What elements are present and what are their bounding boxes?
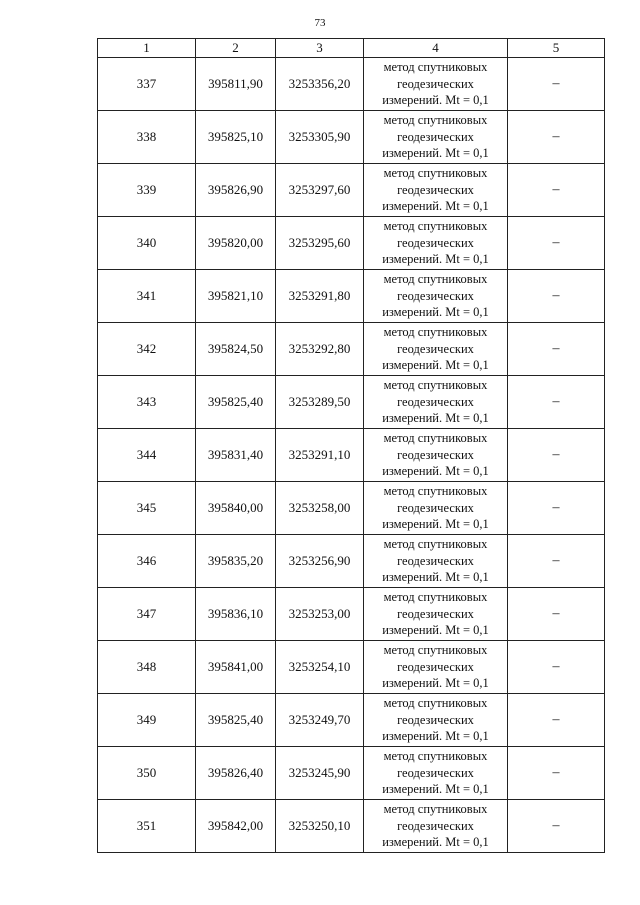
y-coordinate-cell: 3253254,10 — [276, 641, 364, 694]
table-row — [98, 641, 605, 694]
method-line: измерений. Mt = 0,1 — [382, 623, 489, 638]
method-line: измерений. Mt = 0,1 — [382, 464, 489, 479]
point-number-cell: 341 — [98, 270, 196, 323]
note-cell: – — [508, 535, 605, 588]
method-line: измерений. Mt = 0,1 — [382, 570, 489, 585]
table-row — [98, 482, 605, 535]
note-cell: – — [508, 429, 605, 482]
method-cell — [364, 58, 508, 111]
table-row — [98, 694, 605, 747]
table-row — [98, 217, 605, 270]
point-number-cell: 350 — [98, 747, 196, 800]
method-line: геодезических — [397, 129, 474, 144]
method-line: измерений. Mt = 0,1 — [382, 411, 489, 426]
method-cell — [364, 111, 508, 164]
note-cell: – — [508, 270, 605, 323]
method-cell — [364, 323, 508, 376]
y-coordinate-cell: 3253253,00 — [276, 588, 364, 641]
column-header: 2 — [196, 39, 276, 58]
x-coordinate-cell: 395840,00 — [196, 482, 276, 535]
method-line: геодезических — [397, 818, 474, 833]
note-cell: – — [508, 376, 605, 429]
x-coordinate-cell: 395825,40 — [196, 694, 276, 747]
y-coordinate-cell: 3253258,00 — [276, 482, 364, 535]
table-row — [98, 429, 605, 482]
method-line: метод спутниковых — [383, 802, 488, 817]
x-coordinate-cell: 395820,00 — [196, 217, 276, 270]
method-line: геодезических — [397, 288, 474, 303]
method-cell — [364, 535, 508, 588]
y-coordinate-cell: 3253250,10 — [276, 800, 364, 853]
note-cell: – — [508, 694, 605, 747]
point-number-cell: 340 — [98, 217, 196, 270]
method-line: измерений. Mt = 0,1 — [382, 305, 489, 320]
method-line: метод спутниковых — [383, 219, 488, 234]
table-row — [98, 111, 605, 164]
note-cell: – — [508, 111, 605, 164]
method-line: геодезических — [397, 765, 474, 780]
x-coordinate-cell: 395842,00 — [196, 800, 276, 853]
method-line: геодезических — [397, 659, 474, 674]
y-coordinate-cell: 3253305,90 — [276, 111, 364, 164]
method-line: геодезических — [397, 606, 474, 621]
point-number-cell: 351 — [98, 800, 196, 853]
x-coordinate-cell: 395825,40 — [196, 376, 276, 429]
column-header: 5 — [508, 39, 605, 58]
point-number-cell: 347 — [98, 588, 196, 641]
method-line: метод спутниковых — [383, 166, 488, 181]
table-row — [98, 376, 605, 429]
note-cell: – — [508, 323, 605, 376]
table-row — [98, 164, 605, 217]
method-line: измерений. Mt = 0,1 — [382, 93, 489, 108]
y-coordinate-cell: 3253292,80 — [276, 323, 364, 376]
method-cell — [364, 376, 508, 429]
coordinates-table — [97, 38, 605, 853]
method-line: измерений. Mt = 0,1 — [382, 252, 489, 267]
method-line: метод спутниковых — [383, 643, 488, 658]
method-line: метод спутниковых — [383, 537, 488, 552]
column-header: 4 — [364, 39, 508, 58]
method-cell — [364, 482, 508, 535]
y-coordinate-cell: 3253297,60 — [276, 164, 364, 217]
method-line: геодезических — [397, 341, 474, 356]
method-line: метод спутниковых — [383, 272, 488, 287]
method-line: метод спутниковых — [383, 378, 488, 393]
method-line: геодезических — [397, 394, 474, 409]
x-coordinate-cell: 395824,50 — [196, 323, 276, 376]
table-row — [98, 270, 605, 323]
x-coordinate-cell: 395836,10 — [196, 588, 276, 641]
y-coordinate-cell: 3253295,60 — [276, 217, 364, 270]
method-cell — [364, 800, 508, 853]
y-coordinate-cell: 3253289,50 — [276, 376, 364, 429]
method-line: геодезических — [397, 553, 474, 568]
y-coordinate-cell: 3253249,70 — [276, 694, 364, 747]
table-row — [98, 747, 605, 800]
note-cell: – — [508, 641, 605, 694]
method-line: метод спутниковых — [383, 325, 488, 340]
method-line: метод спутниковых — [383, 113, 488, 128]
y-coordinate-cell: 3253245,90 — [276, 747, 364, 800]
column-header: 3 — [276, 39, 364, 58]
method-line: метод спутниковых — [383, 696, 488, 711]
method-line: геодезических — [397, 182, 474, 197]
method-cell — [364, 429, 508, 482]
method-line: измерений. Mt = 0,1 — [382, 676, 489, 691]
method-line: метод спутниковых — [383, 590, 488, 605]
method-line: измерений. Mt = 0,1 — [382, 782, 489, 797]
note-cell: – — [508, 164, 605, 217]
note-cell: – — [508, 58, 605, 111]
method-line: геодезических — [397, 447, 474, 462]
note-cell: – — [508, 217, 605, 270]
page-number: 73 — [314, 17, 326, 29]
method-line: метод спутниковых — [383, 749, 488, 764]
x-coordinate-cell: 395811,90 — [196, 58, 276, 111]
point-number-cell: 349 — [98, 694, 196, 747]
method-line: измерений. Mt = 0,1 — [382, 517, 489, 532]
note-cell: – — [508, 800, 605, 853]
point-number-cell: 339 — [98, 164, 196, 217]
column-header: 1 — [98, 39, 196, 58]
method-line: геодезических — [397, 712, 474, 727]
table-body — [98, 58, 605, 853]
point-number-cell: 338 — [98, 111, 196, 164]
method-line: метод спутниковых — [383, 484, 488, 499]
point-number-cell: 343 — [98, 376, 196, 429]
method-line: метод спутниковых — [383, 431, 488, 446]
point-number-cell: 344 — [98, 429, 196, 482]
x-coordinate-cell: 395831,40 — [196, 429, 276, 482]
x-coordinate-cell: 395821,10 — [196, 270, 276, 323]
x-coordinate-cell: 395825,10 — [196, 111, 276, 164]
note-cell: – — [508, 588, 605, 641]
y-coordinate-cell: 3253291,80 — [276, 270, 364, 323]
method-cell — [364, 217, 508, 270]
x-coordinate-cell: 395826,40 — [196, 747, 276, 800]
point-number-cell: 345 — [98, 482, 196, 535]
note-cell: – — [508, 482, 605, 535]
method-line: измерений. Mt = 0,1 — [382, 146, 489, 161]
table-row — [98, 535, 605, 588]
point-number-cell: 342 — [98, 323, 196, 376]
method-cell — [364, 641, 508, 694]
x-coordinate-cell: 395841,00 — [196, 641, 276, 694]
method-line: метод спутниковых — [383, 60, 488, 75]
y-coordinate-cell: 3253291,10 — [276, 429, 364, 482]
method-cell — [364, 747, 508, 800]
method-cell — [364, 270, 508, 323]
method-line: измерений. Mt = 0,1 — [382, 199, 489, 214]
method-cell — [364, 164, 508, 217]
y-coordinate-cell: 3253356,20 — [276, 58, 364, 111]
table-row — [98, 588, 605, 641]
method-line: геодезических — [397, 500, 474, 515]
note-cell: – — [508, 747, 605, 800]
method-line: измерений. Mt = 0,1 — [382, 358, 489, 373]
method-cell — [364, 588, 508, 641]
table-row — [98, 800, 605, 853]
y-coordinate-cell: 3253256,90 — [276, 535, 364, 588]
point-number-cell: 346 — [98, 535, 196, 588]
point-number-cell: 337 — [98, 58, 196, 111]
x-coordinate-cell: 395826,90 — [196, 164, 276, 217]
x-coordinate-cell: 395835,20 — [196, 535, 276, 588]
method-line: измерений. Mt = 0,1 — [382, 729, 489, 744]
point-number-cell: 348 — [98, 641, 196, 694]
table-row — [98, 58, 605, 111]
method-line: геодезических — [397, 235, 474, 250]
table-header-row — [98, 39, 605, 58]
table-row — [98, 323, 605, 376]
method-line: геодезических — [397, 76, 474, 91]
method-cell — [364, 694, 508, 747]
method-line: измерений. Mt = 0,1 — [382, 835, 489, 850]
